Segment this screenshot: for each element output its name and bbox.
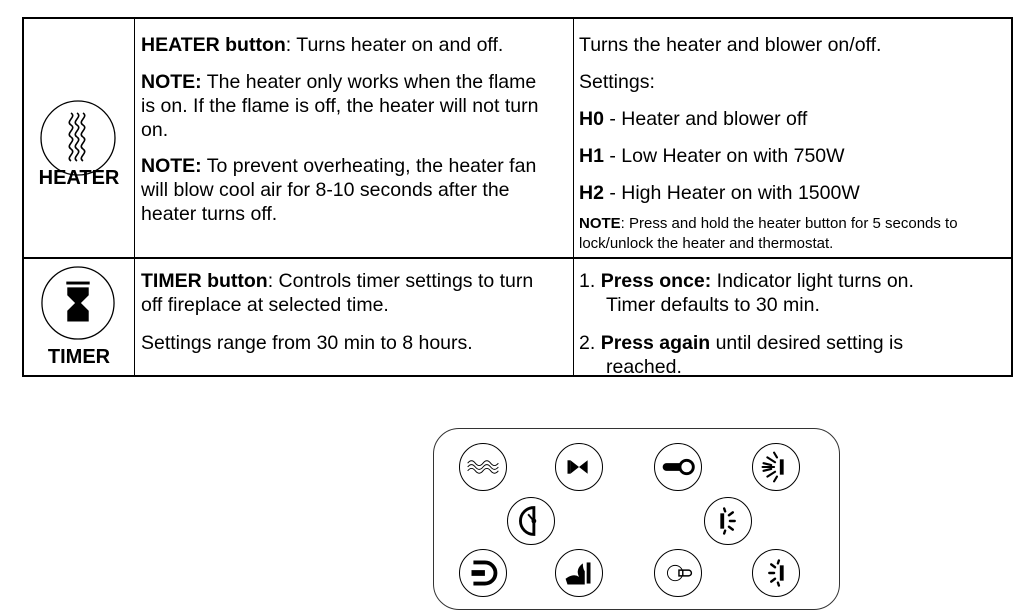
heater-row: [24, 19, 1011, 259]
flame-icon: [556, 550, 602, 596]
timer-icon-cell: [24, 259, 135, 377]
light-bulb-icon: [655, 550, 701, 596]
light-low-icon: [753, 550, 799, 596]
step-bold: Press again: [600, 332, 711, 354]
setting-code: H0: [579, 108, 604, 130]
light-bright-icon: [753, 444, 799, 490]
timer-button[interactable]: [555, 443, 603, 491]
settings-label: Settings:: [579, 71, 655, 93]
heater-note-1: The heater only works when the flame is on. If the flame is off, the heater will not turn on.: [141, 71, 539, 141]
note-label: NOTE:: [141, 155, 202, 177]
heater-button[interactable]: [459, 443, 507, 491]
step-text: Timer defaults to 30 min.: [606, 294, 820, 316]
step-bold: Press once:: [600, 270, 712, 292]
light-bright-button[interactable]: [752, 443, 800, 491]
timer-label: TIMER: [47, 346, 111, 368]
bulb-button[interactable]: [654, 549, 702, 597]
timer-description: [135, 259, 574, 377]
flame-button[interactable]: [555, 549, 603, 597]
setting-text: - Low Heater on with 750W: [603, 145, 845, 167]
hourglass-icon: [40, 265, 116, 341]
heater-settings: [574, 19, 1011, 257]
heater-note-2: To prevent overheating, the heater fan will blow cool air for 8-10 seconds after the heater turns off.: [141, 155, 537, 225]
light-medium-icon: [705, 498, 751, 544]
controls-table: [22, 17, 1013, 377]
light-low-button[interactable]: [752, 549, 800, 597]
step-text: reached.: [606, 356, 682, 378]
timer-range: Settings range from 30 min to 8 hours.: [141, 332, 473, 354]
setting-text: - High Heater on with 1500W: [603, 182, 860, 204]
timer-steps: [574, 259, 1011, 377]
timer-title: TIMER button: [141, 270, 268, 292]
thermostat-button[interactable]: [654, 443, 702, 491]
dimmer-button[interactable]: [507, 497, 555, 545]
note-label: NOTE: [579, 215, 621, 232]
step-text: until desired setting is: [710, 332, 904, 354]
step-number: 1.: [579, 270, 601, 292]
heater-title-text: : Turns heater on and off.: [285, 34, 504, 56]
heater-description: [135, 19, 574, 257]
light-medium-button[interactable]: [704, 497, 752, 545]
dial-icon: [508, 498, 554, 544]
setting-code: H1: [579, 145, 604, 167]
setting-text: - Heater and blower off: [603, 108, 808, 130]
heat-waves-icon: [460, 444, 506, 490]
heater-note-3: : Press and hold the heater button for 5 seconds to lock/unlock the heater and thermostat.: [579, 215, 958, 252]
heater-title: HEATER button: [141, 34, 286, 56]
power-icon: [460, 550, 506, 596]
setting-code: H2: [579, 182, 604, 204]
power-button[interactable]: [459, 549, 507, 597]
heater-icon: [39, 99, 117, 177]
hourglass-icon: [556, 444, 602, 490]
remote-control-panel: [433, 428, 840, 610]
timer-row: [24, 259, 1011, 377]
step-number: 2.: [579, 332, 601, 354]
step-text: Indicator light turns on.: [711, 270, 914, 292]
thermometer-icon: [655, 444, 701, 490]
heater-label: HEATER: [38, 167, 120, 189]
heater-settings-desc: Turns the heater and blower on/off.: [579, 34, 882, 56]
note-label: NOTE:: [141, 71, 202, 93]
heater-icon-cell: [24, 19, 135, 257]
timer-title-text: : Controls timer settings to turn off fireplace at selected time.: [141, 270, 534, 316]
